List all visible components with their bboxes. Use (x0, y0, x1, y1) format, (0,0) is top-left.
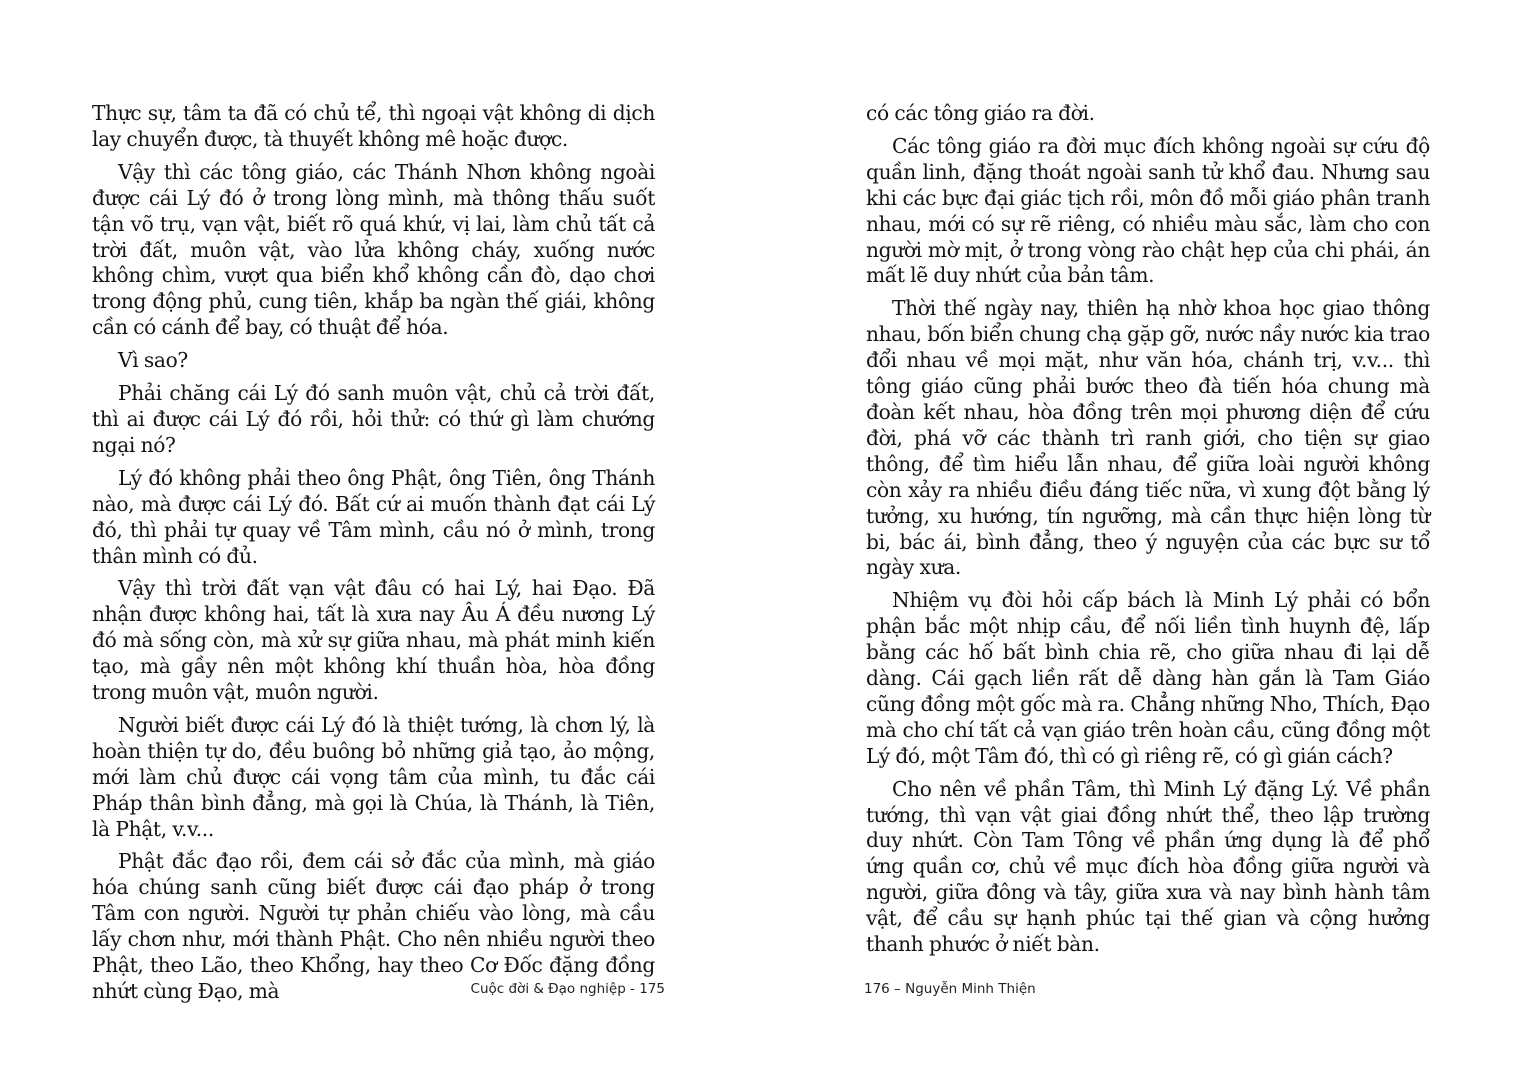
paragraph: Vậy thì trời đất vạn vật đâu có hai Lý, hai Đạo. Đã nhận được không hai, tất là xưa nay Âu Á đều nương Lý đó mà sống còn, mà xử sự giữa nhau, mà phát minh kiến tạo, mà gầy nên một không khí thuần hòa, hòa đồng trong muôn vật, muôn người. (92, 576, 655, 705)
page-footer-175: Cuộc đời & Đạo nghiệp - 175 (470, 981, 665, 997)
paragraph: Lý đó không phải theo ông Phật, ông Tiên, ông Thánh nào, mà được cái Lý đó. Bất cứ ai muốn thành đạt cái Lý đó, thì phải tự quay về Tâm mình, cầu nó ở mình, trong thân mình có đủ. (92, 465, 655, 568)
paragraph: có các tông giáo ra đời. (866, 101, 1095, 125)
left-page-text (92, 101, 655, 1012)
paragraph: Vì sao? (118, 348, 188, 373)
left-page (0, 0, 760, 1075)
paragraph: Phật đắc đạo rồi, đem cái sở đắc của mình, mà giáo hóa chúng sanh cũng biết được cái đạo pháp ở trong Tâm con người. Người tự phản chiếu vào lòng, mà cầu lấy chơn như, mới thành Phật. Cho nên nhiều người theo Phật, theo Lão, theo Khổng, hay theo Cơ Đốc đặng đồng nhứt cùng Đạo, mà (92, 849, 655, 1003)
paragraph: Thực sự, tâm ta đã có chủ tể, thì ngoại vật không di dịch lay chuyển được, tà thuyết không mê hoặc được. (92, 101, 655, 151)
paragraph: Vậy thì các tông giáo, các Thánh Nhơn không ngoài được cái Lý đó ở trong lòng mình, mà thông thấu suốt tận võ trụ, vạn vật, biết rõ quá khứ, vị lai, làm chủ tất cả trời đất, muôn vật, vào lửa không cháy, xuống nước không chìm, vượt qua biển khổ không cần đò, dạo chơi trong động phủ, cung tiên, khắp ba ngàn thế giái, không cần có cánh để bay, có thuật để hóa. (92, 159, 655, 340)
paragraph: Nhiệm vụ đòi hỏi cấp bách là Minh Lý phải có bổn phận bắc một nhịp cầu, để nối liền tình huynh đệ, lấp bằng các hố bất bình chia rẽ, cho giữa nhau đi lại dễ dàng. Cái gạch liền rất dễ dàng hàn gắn là Tam Giáo cũng đồng một gốc mà ra. Chẳng những Nho, Thích, Đạo mà cho chí tất cả vạn giáo trên hoàn cầu, cũng đồng một Lý đó, một Tâm đó, thì có gì riêng rẽ, có gì gián cách? (866, 588, 1430, 768)
paragraph: Người biết được cái Lý đó là thiệt tướng, là chơn lý, là hoàn thiện tự do, đều buông bỏ những giả tạo, ảo mộng, mới làm chủ được cái vọng tâm của mình, tu đắc cái Pháp thân bình đẳng, mà gọi là Chúa, là Thánh, là Tiên, là Phật, v.v... (92, 712, 655, 841)
right-page-text (866, 101, 1430, 965)
paragraph: Thời thế ngày nay, thiên hạ nhờ khoa học giao thông nhau, bốn biển chung chạ gặp gỡ, nước nầy nước kia trao đổi nhau về mọi mặt, như văn hóa, chánh trị, v.v... thì tông giáo cũng phải bước theo đà tiến hóa chung mà đoàn kết nhau, hòa đồng trên mọi phương diện để cứu đời, phá vỡ các thành trì ranh giới, cho tiện sự giao thông, để tìm hiểu lẫn nhau, để giữa loài người không còn xảy ra nhiều điều đáng tiếc nữa, vì xung đột bằng lý tưởng, xu hướng, tín ngưỡng, mà cần thực hiện lòng từ bi, bác ái, bình đẳng, theo ý nguyện của các bực sư tổ ngày xưa. (866, 296, 1430, 580)
paragraph: Phải chăng cái Lý đó sanh muôn vật, chủ cả trời đất, thì ai được cái Lý đó rồi, hỏi thử: có thứ gì làm chướng ngại nó? (92, 381, 655, 457)
paragraph: Cho nên về phần Tâm, thì Minh Lý đặng Lý. Về phần tướng, thì vạn vật giai đồng nhứt thể, theo lập trường duy nhứt. Còn Tam Tông về phần ứng dụng là để phổ ứng quần cơ, chủ về mục đích hòa đồng giữa người và người, giữa đông và tây, giữa xưa và nay bình hành tâm vật, để cầu sự hạnh phúc tại thế gian và cộng hưởng thanh phước ở niết bàn. (866, 776, 1430, 957)
right-page (760, 0, 1521, 1075)
paragraph: Các tông giáo ra đời mục đích không ngoài sự cứu độ quần linh, đặng thoát ngoài sanh tử khổ đau. Nhưng sau khi các bực đại giác tịch rồi, môn đồ mỗi giáo phân tranh nhau, mới có sự rẽ riêng, có nhiều màu sắc, làm cho con người mờ mịt, ở trong vòng rào chật hẹp của chi phái, án mất lẽ duy nhứt của bản tâm. (866, 133, 1430, 288)
page-footer-176: 176 – Nguyễn Minh Thiện (864, 981, 1036, 997)
